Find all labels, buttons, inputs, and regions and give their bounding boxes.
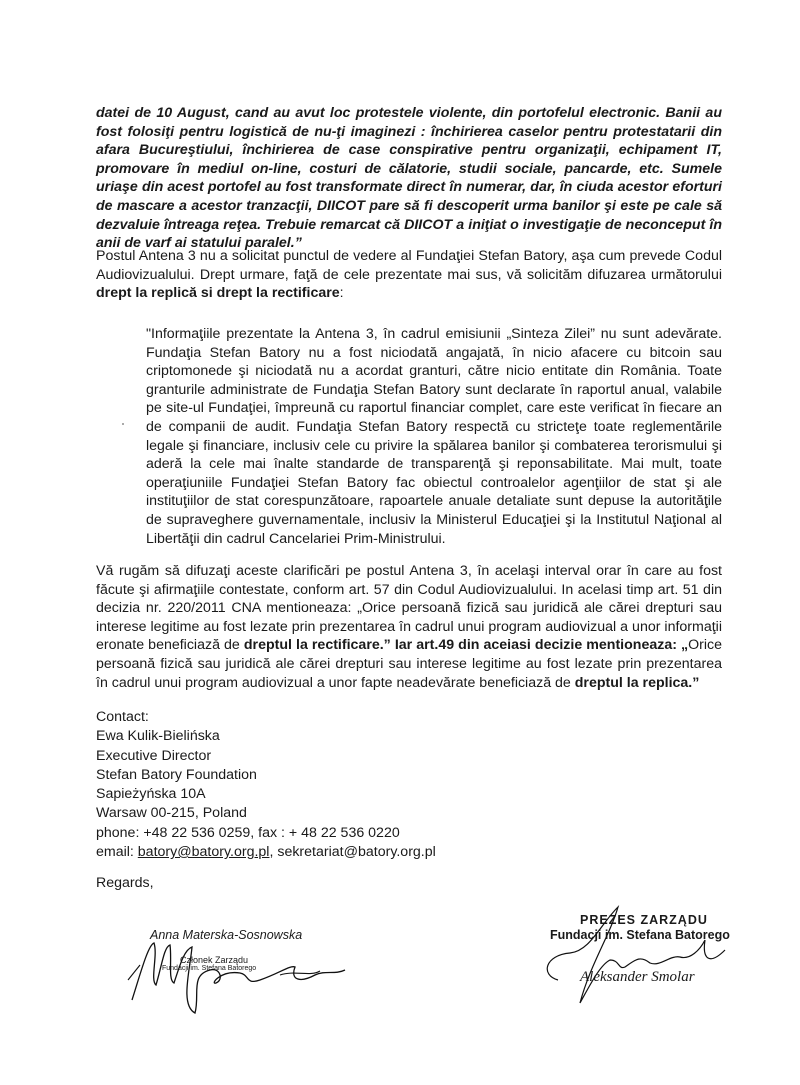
stamp-title-right: PREZES ZARZĄDU	[580, 913, 708, 927]
signature-left	[120, 925, 350, 1015]
handwritten-signature-left-icon	[120, 925, 350, 1015]
contact-role: Executive Director	[96, 747, 212, 764]
request-tail: :	[339, 285, 344, 302]
stamp-org-left: Fundacji im. Stefana Batorego	[162, 965, 257, 972]
contact-phone: phone: +48 22 536 0259, fax : + 48 22 536 0220	[96, 824, 400, 841]
contact-city: Warsaw 00-215, Poland	[96, 805, 247, 822]
request-paragraph	[96, 247, 722, 303]
reply-statement-text: "Informaţiile prezentate la Antena 3, în cadrul emisiunii „Sinteza Zilei” nu sunt adevărate. Fundaţia Stefan Batory nu a fost niciodată angajată, în nicio afacere cu bitcoin sau criptomonede şi niciodată nu a acordat granturi, către nicio entitate din România. Toate granturile administrate de Fundaţia Stefan Batory sunt declarate în raportul anual, valabile pe site-ul Fundaţiei, împreună cu raportul financiar complet, care este verificat în fiecare an de companii de audit. Fundaţia Stefan Batory respectă cu stricteţe toate reglementările legale şi financiare, inclusiv cele cu privire la spălarea banilor şi combaterea terorismului şi aderă la cele mai înalte standarde de transparenţă şi reponsabilitate. Mai mult, toate operaţiuniile Fundaţiei Stefan Batory fac obiectul controalelor agenţiilor de stat şi ale instituţiilor de stat corespunzătoare, rapoartele anuale detaliate sunt depuse la autorităţile de supraveghere guvernamentale, inclusiv la Ministerul Educaţiei şi la Institutul Naţional al Libertăţii din cadrul Cancelariei Prim-Ministrului.	[146, 326, 722, 547]
contact-heading: Contact:	[96, 709, 149, 725]
legal-basis-text-2: Orice persoană fizică sau juridică ale cărei drepturi sau interese legitime au fost lezate prin prezentarea în cadrul unui program audiovizual a unor fapte neadevărate beneficiază de	[96, 637, 722, 691]
request-text: Postul Antena 3 nu a solicitat punctul de vedere al Fundaţiei Stefan Batory, aşa cum prevede Codul Audiovizualului. Drept urmare, faţă de cele prezentate mai sus, vă solicităm difuzarea următorului	[96, 248, 722, 283]
signatory-name-left: Anna Materska-Sosnowska	[150, 928, 303, 942]
legal-basis-bold-2: dreptul la replica.”	[574, 674, 700, 691]
contact-email-line	[96, 843, 496, 862]
signatory-name-right: Aleksander Smolar	[580, 969, 695, 985]
stamp-org-right: Fundacji im. Stefana Batorego	[550, 928, 730, 942]
contact-name: Ewa Kulik-Bielińska	[96, 728, 220, 745]
contact-block	[96, 708, 496, 862]
quoted-allegation-text: datei de 10 August, cand au avut loc protestele violente, din portofelul electronic. Banii au fost folosiţi pentru logistică de nu-ţi imaginezi : închirierea caselor pentru protestatarii din afara Bucureştiului, închirierea de case conspirative pentru organizaţii, echipament IT, promovare în mediul on-line, costuri de călatorie, studii sociale, pancarde, etc. Sumele uriaşe din acest portofel au fost transformate direct în numerar, dar, în ciuda acestor eforturi de mascare a acestor tranzacţii, DIICOT pare să fi descoperit urma banilor şi este pe cale să dezvaluie întreaga reţea. Trebuie remarcat că DIICOT a iniţiat o investigaţie de neconceput în anii de varf ai statului paralel.”	[96, 105, 722, 252]
stamp-title-left: Członek Zarządu	[180, 955, 249, 965]
reply-statement-paragraph	[146, 325, 722, 548]
email-link-batory[interactable]: batory@batory.org.pl	[137, 844, 270, 861]
contact-organization: Stefan Batory Foundation	[96, 766, 257, 783]
legal-basis-bold-1: dreptul la rectificare.” Iar art.49 din aceiasi decizie mentioneaza: „	[243, 637, 689, 654]
email-link-sekretariat[interactable]: sekretariat@batory.org.pl	[277, 844, 436, 861]
scan-artifact-dot	[122, 423, 124, 425]
signature-right	[530, 905, 760, 1005]
quoted-allegation-paragraph	[96, 104, 722, 253]
contact-street: Sapieżyńska 10A	[96, 786, 206, 803]
legal-basis-paragraph	[96, 562, 722, 692]
handwritten-signature-right-icon	[530, 905, 760, 1005]
legal-basis-text-1: Vă rugăm să difuzaţi aceste clarificări pe postul Antena 3, în acelaşi interval orar în care au fost făcute şi afirmaţiile contestate, conform art. 57 din Codul Audiovizualului. In acelasi timp art. 51 din decizia nr. 220/2011 CNA mentioneaza: „Orice persoană fizică sau juridică ale cărei drepturi sau interese legitime au fost lezate prin prezentarea în cadrul unui program audiovizual a unor informaţii eronate beneficiază de	[96, 563, 722, 654]
email-label: email:	[96, 844, 138, 861]
closing-regards: Regards,	[96, 875, 154, 891]
request-bold-text: drept la replică si drept la rectificare	[96, 285, 340, 302]
email-separator: ,	[269, 844, 278, 861]
